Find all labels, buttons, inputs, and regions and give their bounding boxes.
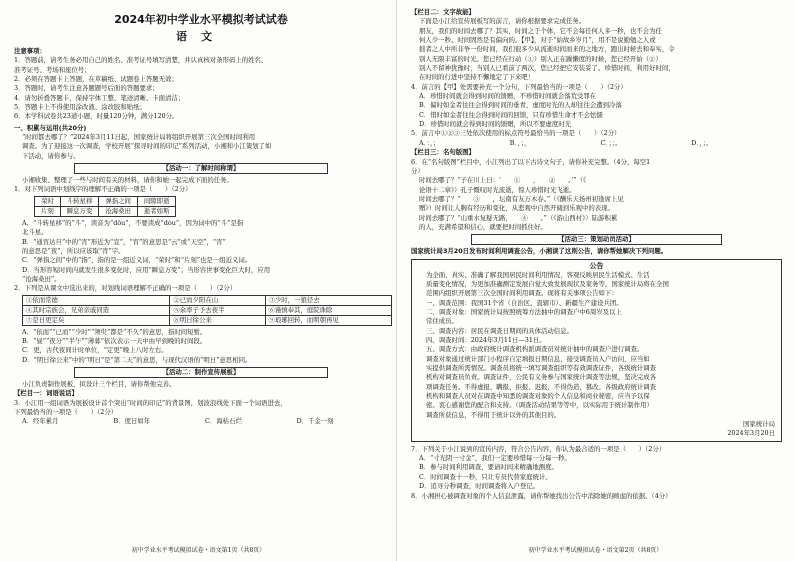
announcement-date: 2024年3月20日 bbox=[727, 429, 775, 438]
question-5-options bbox=[411, 139, 782, 148]
notice-item: 4．请勿折叠答题卡，保持字体工整、笔迹清晰、卡面清洁； bbox=[14, 93, 185, 102]
announcement-line: 五、调查方式：由政府统计调查机构派调查员对统计抽中的调查户进行调查。 bbox=[426, 345, 644, 354]
word-cell: 间隙即逝 bbox=[137, 196, 176, 206]
option-item: D．，；。 bbox=[691, 138, 713, 147]
passage-line: 拙者之人中所非争一份时间，我们很多少从流逝时间而来的之地方，跑出时候去和奉实，令 bbox=[419, 45, 675, 54]
option-line: B．参与时间利用调查，要请时间来精确地测度。 bbox=[419, 463, 558, 472]
notice-heading: 注意事项： bbox=[14, 47, 46, 55]
page-footer: 初中学业水平考试模拟试卷・语文第1页（共8页） bbox=[131, 547, 266, 554]
ancient-cell: ⑥谨慎奉其，庭院诛除 bbox=[265, 305, 392, 315]
fill-line: 时间去哪了？“山重水复疑无路， ④ 。”（《游山西村》）陆游积累 bbox=[419, 213, 618, 222]
announcement-title: 公告 bbox=[589, 261, 604, 270]
option-line: D．珍惜时间就会得到时间的馈赠，所以不要虚度时光 bbox=[419, 120, 572, 129]
question-6-fill-lines bbox=[411, 176, 782, 232]
question-7: 7．下列关于小江说到的宣传内容，符合公告内容，你认为最合适的一项是（ ）（2分） bbox=[411, 444, 666, 453]
ancient-cell: ④其时宗族会，兄弟亲戚同造 bbox=[23, 305, 170, 315]
option-item: A．：，； bbox=[419, 138, 440, 147]
announcement-line: 密。衷心感谢您的配合和支持。（调查活动结果等等中，以实际用于统计制作用） bbox=[426, 401, 653, 410]
ancient-cell: ③少时，一狼径去 bbox=[265, 295, 392, 305]
option-line: B．“昼”“夜分”“半午”“薄暮”依次表示一天中由早到晚的时间段。 bbox=[22, 336, 207, 345]
ancient-cell: ①依而常德 bbox=[23, 295, 170, 305]
passage-line: 何人少一秒。时间固然是有偏向的。【甲】，对于“始故乡岁月”，用不是说勤勉之人或 bbox=[419, 36, 656, 45]
column-heading: 【栏目三：名句版图】 bbox=[411, 148, 475, 157]
question-5: 5．前言中①②③三处依次使用的标点符号最恰当的一项是（ ）（2分） bbox=[411, 129, 621, 138]
intro-line: 调查。为了迎接这一次调查，学校开展“探寻时间的印记”系列活动，小湘和小江策划了如 bbox=[22, 142, 272, 151]
option-line: 的意思是“夜”，所以应该取“宵”字。 bbox=[22, 246, 125, 255]
table-row bbox=[35, 206, 176, 216]
question-7-options bbox=[411, 454, 782, 491]
intro-line: 下活动，请你参与。 bbox=[22, 151, 80, 160]
option-line: 北斗星。 bbox=[22, 228, 48, 237]
notice-item: 1．答题前，请考生务必用自己的姓名、准考证号填写清楚，并认真核对条形码上的姓名、 bbox=[14, 56, 268, 65]
question-3-options bbox=[14, 417, 388, 426]
exam-subject: 语文 bbox=[176, 30, 226, 43]
notice-list bbox=[14, 56, 388, 121]
announcement-line: 机构和调查人员对在调查中知悉的调查对象的个人信息和商业秘密，应当予以保 bbox=[426, 392, 650, 401]
ancient-cell: ⑨琅琊回转，而明朝再见 bbox=[265, 315, 392, 325]
announcement-line: 一、调查范围：我国31个省（自治区、直辖市）、新疆生产建设兵团。 bbox=[426, 298, 623, 307]
option-item: B．度日如年 bbox=[113, 417, 151, 426]
activity-heading: 【活动一：了解时间称谓】 bbox=[74, 163, 328, 174]
option-line: A．珍惜时间就会得到时间的馈赠，不珍惜时间就会落荒受罪在 bbox=[419, 92, 597, 101]
question-line: 下列最恰当的一项是（ ）（2分） bbox=[14, 407, 118, 416]
option-line: C．时间调查十一秒，只让专员代替家庭统计。 bbox=[419, 472, 552, 481]
table-row bbox=[23, 295, 392, 305]
intro-paragraph bbox=[14, 133, 388, 161]
option-line: D．“明日徐公来”中的“明日”是“第二天”的意思，与现代汉语的“明日”意思相同。 bbox=[22, 355, 252, 364]
announcement-line: 三、调查内容：居民在调查日期间的具体活动信息。 bbox=[426, 326, 573, 335]
word-cell: 沧海桑田 bbox=[99, 206, 138, 216]
option-line: C．“弹指之间”中的“指”，指的是一组近义词，“荣时”和“片刻”也是一组近义词。 bbox=[22, 256, 252, 265]
announcement-line: 四、调查时间：2024年3月11日—31日。 bbox=[426, 336, 546, 344]
question-1-options bbox=[14, 219, 388, 284]
question-4-options bbox=[411, 92, 782, 129]
word-cell: 逝者如斯 bbox=[137, 206, 176, 216]
passage-line: 朋友，我们的时间去哪了？其实，时间之于个体，它不会每任何人多一秒，也不会为任 bbox=[419, 26, 662, 35]
question-line: 6．在“名句版图”栏目中，小江列出了以下古诗文句子，请你补充完整。（4分，每空1 bbox=[411, 157, 651, 166]
question-1: 1．对下列词语中划线字的理解不正确的一项是（ ）（2分） bbox=[14, 185, 192, 194]
announcement-signature: 国家统计局 bbox=[743, 420, 775, 429]
option-line: A．“依而”“已而”“少时”“须臾”都是“不久”的意思，指时间短暂。 bbox=[22, 327, 207, 336]
intro-line: “时间都去哪了？”2024年3月11日起，国家统计局将组织开展第三次全国时间利用 bbox=[22, 133, 256, 142]
option-item: C．海枯石烂 bbox=[205, 417, 242, 426]
ancient-cell: ②已而夕阳在山 bbox=[170, 295, 265, 305]
question-line: 3．小江用一组词语为展板设计首个突出“时间的印记”的背景图，划波浪线处下面一个词语进去， bbox=[14, 398, 287, 407]
announcement-line: 为全面、真实、准确了解我国居民时间利用情况，客观反映居民生活模式、生活 bbox=[426, 270, 650, 279]
preface-passage bbox=[411, 27, 782, 83]
passage-line: 在时间的行进中坚持不懈地定了下来吧！ bbox=[419, 73, 535, 82]
announcement-line: 实提供调查所需情况。调查员将统一填写调查组织等有效调查证件，各级统计调查 bbox=[426, 364, 657, 373]
announcement-line: 调查所获信息，不得用于统计以外的其他目的。 bbox=[426, 410, 561, 419]
option-line: D．当形容短时间内就发生很多变化时，应用“瞬息万变”；当形容世事变化巨大时，应用 bbox=[22, 265, 271, 274]
notice-item: 2．必须在答题卡上答题，在草稿纸、试题卷上答题无效； bbox=[14, 75, 178, 84]
announcement-line: 常住成员。 bbox=[426, 317, 458, 326]
announcement-line: 二、调查对象：国家统计局按照统筹方法抽中的调查户中6周岁及以上 bbox=[426, 307, 622, 316]
question-3 bbox=[14, 399, 388, 418]
word-cell: 瞬息万变 bbox=[60, 206, 99, 216]
question-2: 2．下列是从课文中选出来的，对划线词语理解不正确的一项是（ ）（2分） bbox=[14, 284, 237, 293]
ancient-text-table bbox=[22, 295, 392, 326]
option-line: A．“寸光阴一寸金”，我们一定要珍惜每一分每一秒。 bbox=[419, 454, 571, 463]
passage-line: 别人无限丰富的时光。您已经在行动（①）别人正在躁懒度的时候，您已经开始（②） bbox=[419, 54, 662, 63]
activity-text: 小湘收集、整理了一些与时间有关的材料，请你和她一起完成下面的任务。 bbox=[22, 176, 233, 185]
announcement-line: 范围内组织开展第三次全国时间利用调查。现将有关事项公告如下： bbox=[426, 289, 618, 298]
option-item: A．经年累月 bbox=[22, 417, 59, 426]
word-cell: 弹指之间 bbox=[99, 196, 138, 206]
fill-line: 论语十二章》）孔子慨叹时光流逝，惊人珍惜时光飞逝。 bbox=[419, 185, 576, 194]
option-line: “沧海桑田”。 bbox=[22, 274, 61, 283]
word-cell: 片刻 bbox=[35, 206, 61, 216]
question-8: 8．小湘担心被调查对象的个人信息泄露，请你帮她找出公告中消除她的顾虑的依据。（4分） bbox=[411, 491, 672, 500]
word-cell: 斗转星移 bbox=[60, 196, 99, 206]
question-4: 4．前言的【甲】处需要补充一个分句，下列最恰当的一项是（ ）（2分） bbox=[411, 82, 627, 91]
activity-heading: 【活动二：制作宣传展板】 bbox=[74, 367, 328, 378]
question-6 bbox=[411, 158, 782, 177]
announcement-line: 项调查任务。不得虚报、瞒报、拒报、迟报，不得伪造、篡改。各级政府统计调查 bbox=[426, 382, 657, 391]
announcement-line: 机构对调查员负责。调查证件，公民有义务参与国家统计调查等法规，坚决完成各 bbox=[426, 373, 657, 382]
announcement-body bbox=[418, 271, 775, 421]
activity-text: 小江负责制作展板，拟设计三个栏目，请你帮他完善。 bbox=[22, 379, 176, 388]
column-heading: 【栏目二：文字故能】 bbox=[411, 8, 475, 16]
option-line: C．更，古代夜间计时单位，“定更”晚上八时左右。 bbox=[22, 346, 168, 355]
fill-line: 赠》）时间让人胸有经历和变化，从悲观中自然开阔到乐观中的表现。 bbox=[419, 204, 614, 213]
option-line: A．“斗转星移”的“斗”，读音为“dǒu”，不要读成“dòu”，因为词中的“斗”是指 bbox=[22, 218, 244, 227]
notice-item: 准考证号、考场和座位号； bbox=[14, 65, 91, 74]
word-table bbox=[34, 196, 176, 217]
fill-line: 的人，充满希望和信心，就要把时间抓住好。 bbox=[419, 222, 547, 231]
column-intro: 下面是小江给宣传展板写的前言，请你根据要求完成任务。 bbox=[419, 17, 586, 26]
option-line: D．追寻分秒调查，时间调查将入户登记。 bbox=[419, 482, 540, 491]
passage-line: 别人不留神犹豫时，当别人已看前了两次，您已经把它安装妥了。珍惜时间，利用好时间， bbox=[419, 64, 675, 73]
question-2-options bbox=[14, 328, 388, 365]
notice-item: 3．答题时，请考生注意各题题号后面的答题要求； bbox=[14, 84, 159, 93]
announcement-line: 质量变化情况，为更加准确测定发展自觉大致发展现状及家务等，国家统计局将在全国 bbox=[426, 279, 669, 288]
option-item: D．千金一刻 bbox=[296, 417, 334, 426]
exam-title: 2024年初中学业水平模拟考试试卷 bbox=[114, 13, 288, 26]
announcement-line: 调查对象通过统计部门小程序自定填报日期信息，接受调查员入户访问，应当如 bbox=[426, 354, 650, 363]
option-line: C．惜时如金者往往会得到时间的回馈，只有珍惜生命才不会怯懦 bbox=[419, 110, 603, 119]
page-footer: 初中学业水平考试模拟试卷・语文第2页（共8页） bbox=[528, 547, 663, 554]
fill-line: 时间去哪了？“ ③ ，坛南有友万木春。”（《酬乐天扬州初逢席上见 bbox=[419, 194, 624, 203]
fill-line: 时间去哪了？“子在川上曰：‘ ① ， ② 。’”（《 bbox=[419, 176, 587, 185]
exam-page-right bbox=[397, 0, 794, 561]
table-row bbox=[23, 315, 392, 325]
section-heading: 一、积累与运用(共20分) bbox=[14, 123, 87, 132]
option-line: B．“通宵达旦”中的“宵”形近为“宣”，“宵”的意思是“云”或“天空”，“宵” bbox=[22, 237, 226, 246]
question-7-intro: 国家统计局3月20日发布时间利用调查公告，小湘读了这则公告，请你帮她解决下列问题。 bbox=[411, 247, 668, 256]
ancient-cell: ⑧明日徐公来 bbox=[170, 315, 265, 325]
activity-heading: 【活动三：策划动员活动】 bbox=[471, 234, 722, 245]
table-row bbox=[35, 196, 176, 206]
question-line: 分） bbox=[411, 166, 424, 175]
word-cell: 荣时 bbox=[35, 196, 61, 206]
option-line: B．偏时如金者往往会得到时间的垂青，虚度时光的人却往往会遭到冷落 bbox=[419, 101, 622, 110]
option-item: C．；；。 bbox=[600, 138, 622, 147]
table-row bbox=[23, 305, 392, 315]
announcement-box bbox=[411, 259, 782, 442]
notice-item: 5．答题卡上不得使用涂改液、涂改胶和贴纸； bbox=[14, 103, 146, 112]
notice-item: 6．本学科试卷共23道小题，时量120分钟，满分120分。 bbox=[14, 112, 179, 121]
option-item: B．，；， bbox=[509, 138, 531, 147]
ancient-cell: ⑦是日更定矣 bbox=[23, 315, 170, 325]
column-heading: 【栏目一：词语说话】 bbox=[14, 389, 78, 398]
ancient-cell: ⑤余率子予去夜半 bbox=[170, 305, 265, 315]
